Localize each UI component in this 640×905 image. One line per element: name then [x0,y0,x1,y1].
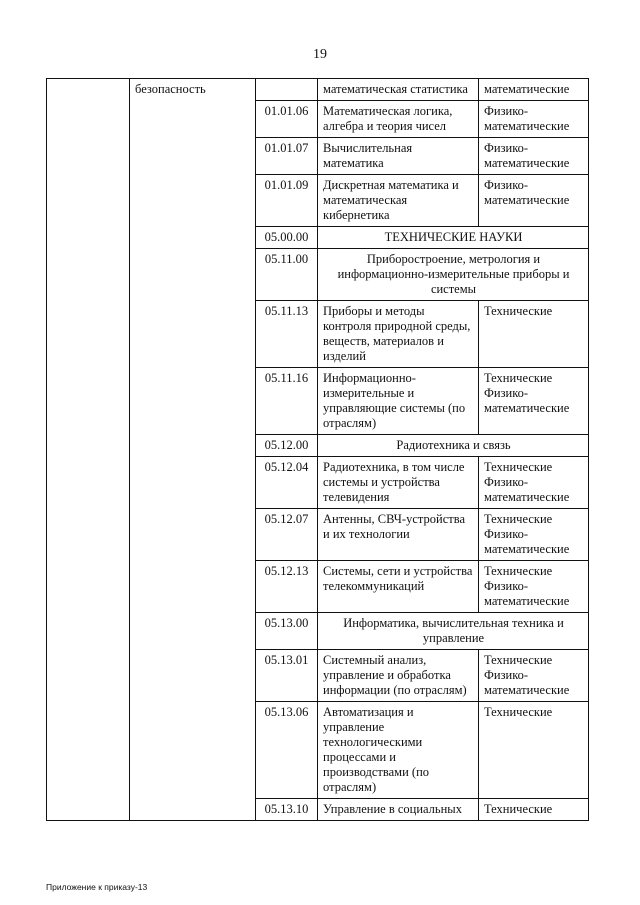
blank-cell [130,101,256,138]
sciences-cell: Физико-математические [479,101,589,138]
blank-cell [47,702,130,799]
sciences-cell: Технические Физико-математические [479,561,589,613]
specialty-cell: Управление в социальных [318,799,479,821]
heading-row [47,227,589,249]
specialty-cell: Приборы и методы контроля природной среды, веществ, материалов и изделий [318,301,479,368]
table-row [47,175,589,227]
page-number: 19 [313,47,327,62]
blank-cell [47,227,130,249]
table-row [47,702,589,799]
code-cell: 01.01.09 [256,175,318,227]
heading-row [47,249,589,301]
table-row [47,509,589,561]
sciences-cell: Физико-математические [479,138,589,175]
specialty-cell: Системы, сети и устройства телекоммуникаций [318,561,479,613]
blank-cell [130,650,256,702]
blank-cell [130,368,256,435]
specialty-cell: Системный анализ, управление и обработка информации (по отраслям) [318,650,479,702]
blank-cell [130,561,256,613]
blank-cell [47,301,130,368]
table-row [47,799,589,821]
blank-cell [47,650,130,702]
blank-cell [47,435,130,457]
code-cell: 05.12.13 [256,561,318,613]
section-label: безопасность [130,79,256,101]
sciences-cell: Технические Физико-математические [479,457,589,509]
specialties-table [46,78,589,821]
code-cell: 05.12.07 [256,509,318,561]
code-cell: 05.11.16 [256,368,318,435]
blank-cell [47,175,130,227]
specialty-cell: Информационно-измерительные и управляющие системы (по отраслям) [318,368,479,435]
blank-cell [47,368,130,435]
table-row [47,368,589,435]
blank-cell [130,799,256,821]
sciences-cell: Технические Физико-математические [479,509,589,561]
table-row [47,561,589,613]
blank-cell [47,799,130,821]
table-row [47,650,589,702]
blank-cell [130,227,256,249]
specialty-cell: Автоматизация и управление технологическими процессами и производствами (по отраслям) [318,702,479,799]
code-cell: 05.11.00 [256,249,318,301]
sciences-cell: Физико-математические [479,175,589,227]
blank-cell [47,613,130,650]
code-cell: 01.01.06 [256,101,318,138]
specialty-cell: Радиотехника, в том числе системы и устройства телевидения [318,457,479,509]
code-cell: 05.00.00 [256,227,318,249]
group-heading: Информатика, вычислительная техника и управление [318,613,589,650]
blank-cell [130,301,256,368]
heading-row [47,435,589,457]
blank-cell [130,175,256,227]
sciences-cell: Технические Физико-математические [479,650,589,702]
blank-cell [47,138,130,175]
blank-cell [130,702,256,799]
code-cell: 05.13.00 [256,613,318,650]
code-cell [256,79,318,101]
code-cell: 05.12.04 [256,457,318,509]
footer-note: Приложение к приказу-13 [46,882,148,892]
heading-row [47,613,589,650]
sciences-cell: Технические Физико-математические [479,368,589,435]
code-cell: 05.13.10 [256,799,318,821]
blank-cell [130,435,256,457]
table-row [47,101,589,138]
table-row [47,301,589,368]
table-row [47,457,589,509]
code-cell: 05.11.13 [256,301,318,368]
code-cell: 05.13.01 [256,650,318,702]
blank-cell [47,561,130,613]
group-heading: ТЕХНИЧЕСКИЕ НАУКИ [318,227,589,249]
blank-cell [47,101,130,138]
blank-cell [130,138,256,175]
sciences-cell: Технические [479,702,589,799]
table-row [47,138,589,175]
blank-cell [47,79,130,101]
table-body [47,79,589,821]
blank-cell [47,509,130,561]
specialty-cell: Дискретная математика и математическая кибернетика [318,175,479,227]
specialty-cell: Вычислительная математика [318,138,479,175]
blank-cell [47,457,130,509]
blank-cell [130,457,256,509]
code-cell: 01.01.07 [256,138,318,175]
blank-cell [47,249,130,301]
specialty-cell: Математическая логика, алгебра и теория чисел [318,101,479,138]
sciences-cell: Технические [479,799,589,821]
code-cell: 05.13.06 [256,702,318,799]
sciences-cell: Технические [479,301,589,368]
blank-cell [130,509,256,561]
group-heading: Приборостроение, метрология и информационно-измерительные приборы и системы [318,249,589,301]
sciences-cell: математические [479,79,589,101]
group-heading: Радиотехника и связь [318,435,589,457]
code-cell: 05.12.00 [256,435,318,457]
blank-cell [130,249,256,301]
specialty-cell: Антенны, СВЧ-устройства и их технологии [318,509,479,561]
table-row [47,79,589,101]
blank-cell [130,613,256,650]
specialty-cell: математическая статистика [318,79,479,101]
